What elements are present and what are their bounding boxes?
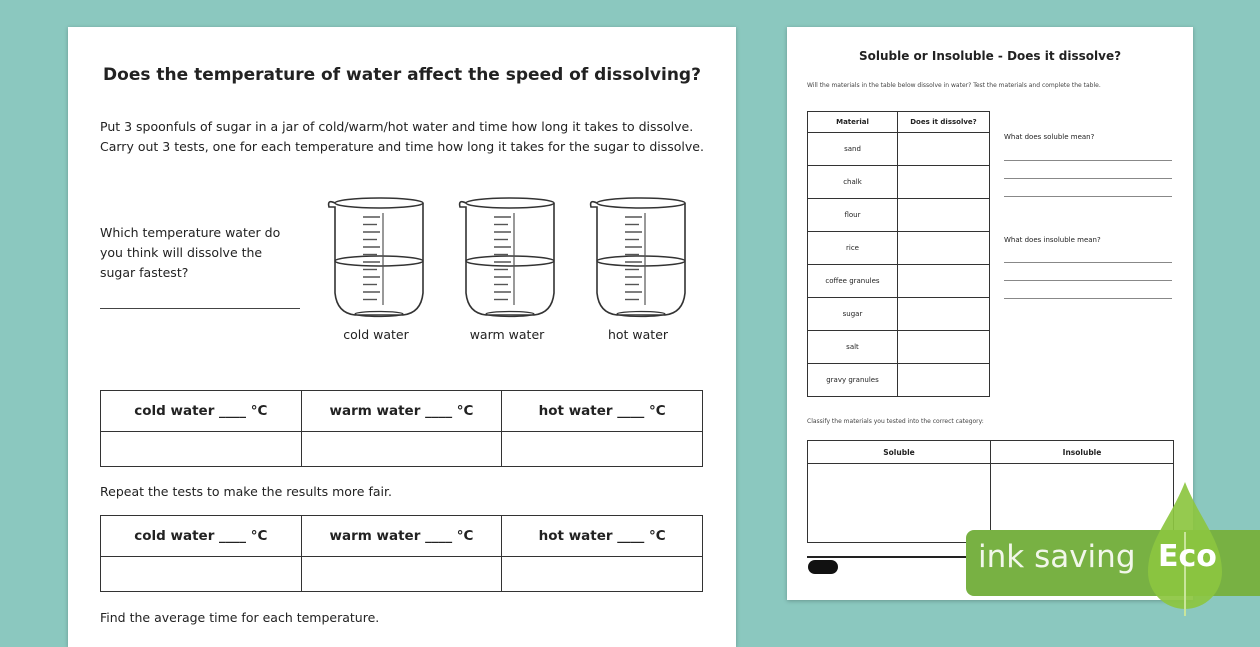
worksheet-title: Soluble or Insoluble - Does it dissolve? bbox=[858, 49, 1122, 63]
result-cell bbox=[301, 557, 502, 592]
answer-line bbox=[1004, 178, 1172, 179]
ink-saving-label: ink saving bbox=[978, 539, 1136, 575]
left-worksheet bbox=[68, 27, 736, 647]
material-name: chalk bbox=[808, 166, 898, 199]
dissolve-cell bbox=[898, 265, 990, 298]
result-cell bbox=[502, 557, 703, 592]
result-cell bbox=[101, 432, 302, 467]
material-name: sand bbox=[808, 133, 898, 166]
classify-cell bbox=[808, 464, 991, 543]
header-warm: warm water ____ °C bbox=[301, 391, 502, 432]
intro-line: Carry out 3 tests, one for each temperature and time how long it takes for the sugar to dissolve. bbox=[100, 139, 704, 154]
average-text: Find the average time for each temperature. bbox=[100, 610, 380, 625]
material-row bbox=[808, 298, 990, 331]
material-row bbox=[808, 265, 990, 298]
twinkl-logo bbox=[808, 560, 838, 574]
header-hot: hot water ____ °C bbox=[502, 391, 703, 432]
header-dissolve: Does it dissolve? bbox=[898, 112, 990, 133]
header-soluble: Soluble bbox=[808, 441, 991, 464]
result-cell bbox=[502, 432, 703, 467]
dissolve-cell bbox=[898, 133, 990, 166]
header-material: Material bbox=[808, 112, 898, 133]
beaker-icon bbox=[587, 193, 691, 319]
materials-table bbox=[807, 111, 990, 397]
material-row bbox=[808, 232, 990, 265]
intro-line: Put 3 spoonfuls of sugar in a jar of cold/warm/hot water and time how long it takes to dissolve. bbox=[100, 119, 694, 134]
beaker-icon bbox=[325, 193, 429, 319]
dissolve-cell bbox=[898, 166, 990, 199]
question-line: sugar fastest? bbox=[100, 265, 189, 280]
repeat-text: Repeat the tests to make the results more fair. bbox=[100, 484, 392, 499]
classify-table bbox=[807, 440, 1174, 543]
question-soluble: What does soluble mean? bbox=[1004, 133, 1095, 141]
material-row bbox=[808, 331, 990, 364]
classify-text: Classify the materials you tested into the correct category: bbox=[807, 418, 984, 425]
material-name: sugar bbox=[808, 298, 898, 331]
right-worksheet bbox=[787, 27, 1193, 600]
answer-line bbox=[1004, 298, 1172, 299]
material-row bbox=[808, 166, 990, 199]
header-insoluble: Insoluble bbox=[991, 441, 1174, 464]
material-name: coffee granules bbox=[808, 265, 898, 298]
question-insoluble: What does insoluble mean? bbox=[1004, 236, 1101, 244]
question-line: you think will dissolve the bbox=[100, 245, 263, 260]
answer-line bbox=[1004, 196, 1172, 197]
material-row bbox=[808, 199, 990, 232]
dissolve-cell bbox=[898, 298, 990, 331]
answer-line bbox=[100, 308, 300, 309]
answer-line bbox=[1004, 280, 1172, 281]
beaker-label-hot: hot water bbox=[607, 327, 669, 342]
results-table-1 bbox=[100, 390, 703, 467]
header-warm: warm water ____ °C bbox=[301, 516, 502, 557]
material-name: rice bbox=[808, 232, 898, 265]
beaker-label-cold: cold water bbox=[343, 327, 409, 342]
result-cell bbox=[301, 432, 502, 467]
question-line: Which temperature water do bbox=[100, 225, 281, 240]
header-hot: hot water ____ °C bbox=[502, 516, 703, 557]
eco-label: Eco bbox=[1158, 539, 1217, 574]
material-name: salt bbox=[808, 331, 898, 364]
dissolve-cell bbox=[898, 364, 990, 397]
dissolve-cell bbox=[898, 232, 990, 265]
worksheet-title: Does the temperature of water affect the speed of dissolving? bbox=[103, 65, 701, 85]
intro-text bbox=[100, 117, 704, 157]
answer-line bbox=[1004, 262, 1172, 263]
material-name: gravy granules bbox=[808, 364, 898, 397]
answer-line bbox=[1004, 160, 1172, 161]
beaker-label-warm: warm water bbox=[469, 327, 545, 342]
material-name: flour bbox=[808, 199, 898, 232]
material-row bbox=[808, 364, 990, 397]
dissolve-cell bbox=[898, 331, 990, 364]
header-cold: cold water ____ °C bbox=[101, 516, 302, 557]
result-cell bbox=[101, 557, 302, 592]
header-cold: cold water ____ °C bbox=[101, 391, 302, 432]
question-text bbox=[100, 223, 280, 283]
intro-text: Will the materials in the table below dissolve in water? Test the materials and complete the table. bbox=[807, 82, 1101, 89]
dissolve-cell bbox=[898, 199, 990, 232]
material-row bbox=[808, 133, 990, 166]
beaker-icon bbox=[456, 193, 560, 319]
results-table-2 bbox=[100, 515, 703, 592]
